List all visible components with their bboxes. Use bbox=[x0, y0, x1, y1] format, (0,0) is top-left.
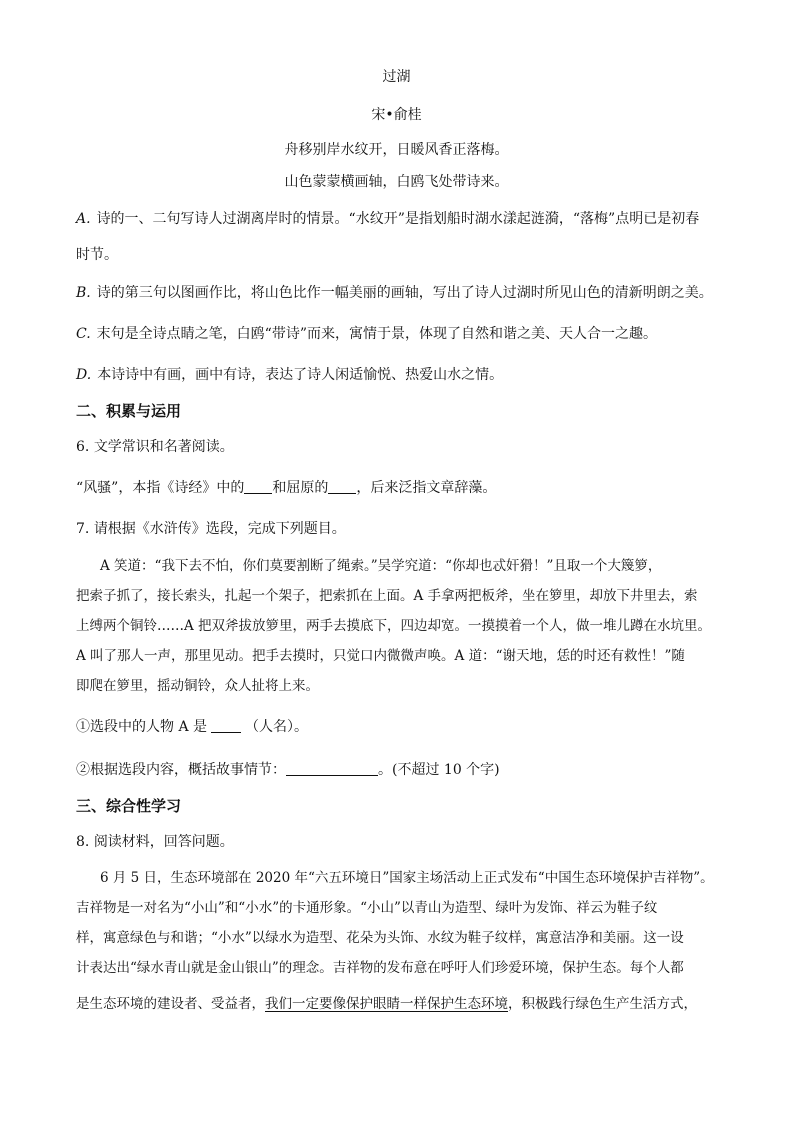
material-text: ，积极践行绿色生产生活方式， bbox=[508, 996, 697, 1012]
underlined-sentence: 我们一定要像保护眼睛一样保护生态环境 bbox=[265, 996, 508, 1012]
answer-blank[interactable] bbox=[211, 718, 241, 733]
option-b-text: 诗的第三句以图画作比，将山色比作一幅美丽的画轴，写出了诗人过湖时所见山色的清新明朗之美。 bbox=[96, 285, 713, 301]
material-line: 吉祥物是一对名为“小山”和“小水”的卡通形象。“小山”以青山为造型、绿叶为发饰、祥云为鞋子纹 bbox=[76, 900, 658, 916]
passage-line: A 叫了那人一声，那里见动。把手去摸时，只觉口内微微声唤。A 道：“谢天地，恁的时还有救性！”随 bbox=[76, 648, 685, 664]
sub-question-1-suffix: （人名）。 bbox=[245, 719, 309, 735]
question-7-sub-2 bbox=[76, 760, 500, 780]
question-6-text: 文学常识和名著阅读。 bbox=[93, 439, 234, 455]
sub-question-2-text: ②根据选段内容，概括故事情节： bbox=[76, 762, 286, 778]
question-6-number: 6. bbox=[76, 439, 90, 455]
question-8-number: 8. bbox=[76, 834, 90, 850]
question-8-text: 阅读材料，回答问题。 bbox=[93, 834, 234, 850]
poem-title: 过湖 bbox=[382, 69, 411, 85]
sub-question-1-text: ①选段中的人物 A 是 bbox=[76, 719, 208, 735]
question-7-text: 请根据《水浒传》选段，完成下列题目。 bbox=[93, 521, 346, 537]
option-c-letter: C. bbox=[76, 326, 91, 342]
material-line bbox=[76, 994, 697, 1014]
question-7-title bbox=[76, 519, 346, 539]
question-6-part-2: 和屈原的 bbox=[272, 480, 329, 496]
option-d-text: 本诗诗中有画，画中有诗，表达了诗人闲适愉悦、热爱山水之情。 bbox=[97, 367, 504, 383]
question-6-title bbox=[76, 437, 234, 457]
answer-blank[interactable] bbox=[286, 761, 378, 776]
passage-line: 即爬在箩里，摇动铜铃，众人扯将上来。 bbox=[76, 678, 319, 694]
option-c bbox=[76, 324, 657, 344]
answer-blank[interactable] bbox=[244, 479, 272, 494]
question-6-part-3: ，后来泛指文章辞藻。 bbox=[356, 480, 497, 496]
option-b bbox=[76, 283, 713, 303]
question-7-sub-1 bbox=[76, 717, 308, 737]
passage-line: A 笑道：“我下去不怕，你们莫要割断了绳索。”吴学究道：“你却也忒奸猾！”且取一个大篾箩， bbox=[100, 558, 662, 574]
material-line: 6 月 5 日，生态环境部在 2020 年“六五环境日”国家主场活动上正式发布“中国生态环境保护吉祥物”。 bbox=[100, 870, 714, 886]
material-line: 样，寓意绿色与和谐；“小水”以绿水为造型、花朵为头饰、水纹为鞋子纹样，寓意洁净和美丽。这一设 bbox=[76, 930, 684, 946]
option-d-letter: D. bbox=[76, 367, 92, 383]
sub-question-2-suffix: 。(不超过 10 个字) bbox=[378, 762, 500, 778]
passage-line: 把索子抓了，接长索头，扎起一个架子，把索抓在上面。A 手拿两把板斧，坐在箩里，却放下井里去，索 bbox=[76, 588, 698, 604]
poem-line-1: 舟移别岸水纹开，日暖风香正落梅。 bbox=[284, 142, 509, 158]
section-3-heading: 三、综合性学习 bbox=[76, 797, 182, 815]
answer-blank[interactable] bbox=[328, 479, 356, 494]
poem-author: 宋•俞桂 bbox=[371, 107, 422, 123]
question-6-fill bbox=[76, 478, 496, 498]
option-c-text: 末句是全诗点睛之笔，白鸥“带诗”而来，寓情于景，体现了自然和谐之美、天人合一之趣。 bbox=[96, 326, 657, 342]
passage-line: 上缚两个铜铃……A 把双斧拔放箩里，两手去摸底下，四边却宽。一摸摸着一个人，做一堆儿蹲在水坑里。 bbox=[76, 618, 712, 634]
material-line: 计表达出“绿水青山就是金山银山”的理念。吉祥物的发布意在呼吁人们珍爱环境，保护生态。每个人都 bbox=[76, 960, 684, 976]
option-a-continuation: 时节。 bbox=[76, 247, 118, 263]
question-7-number: 7. bbox=[76, 521, 90, 537]
option-a bbox=[76, 209, 699, 229]
option-d bbox=[76, 365, 503, 385]
poem-line-2: 山色蒙蒙横画轴，白鸥飞处带诗来。 bbox=[284, 174, 509, 190]
option-a-text: 诗的一、二句写诗人过湖离岸时的情景。“水纹开”是指划船时湖水漾起涟漪，“落梅”点明已是初春 bbox=[96, 211, 700, 227]
option-b-letter: B. bbox=[76, 285, 91, 301]
option-a-letter: A. bbox=[76, 211, 91, 227]
question-8-title bbox=[76, 832, 234, 852]
material-text: 是生态环境的建设者、受益者， bbox=[76, 996, 265, 1012]
section-2-heading: 二、积累与运用 bbox=[76, 402, 182, 420]
question-6-part-1: “风骚”，本指《诗经》中的 bbox=[76, 480, 245, 496]
